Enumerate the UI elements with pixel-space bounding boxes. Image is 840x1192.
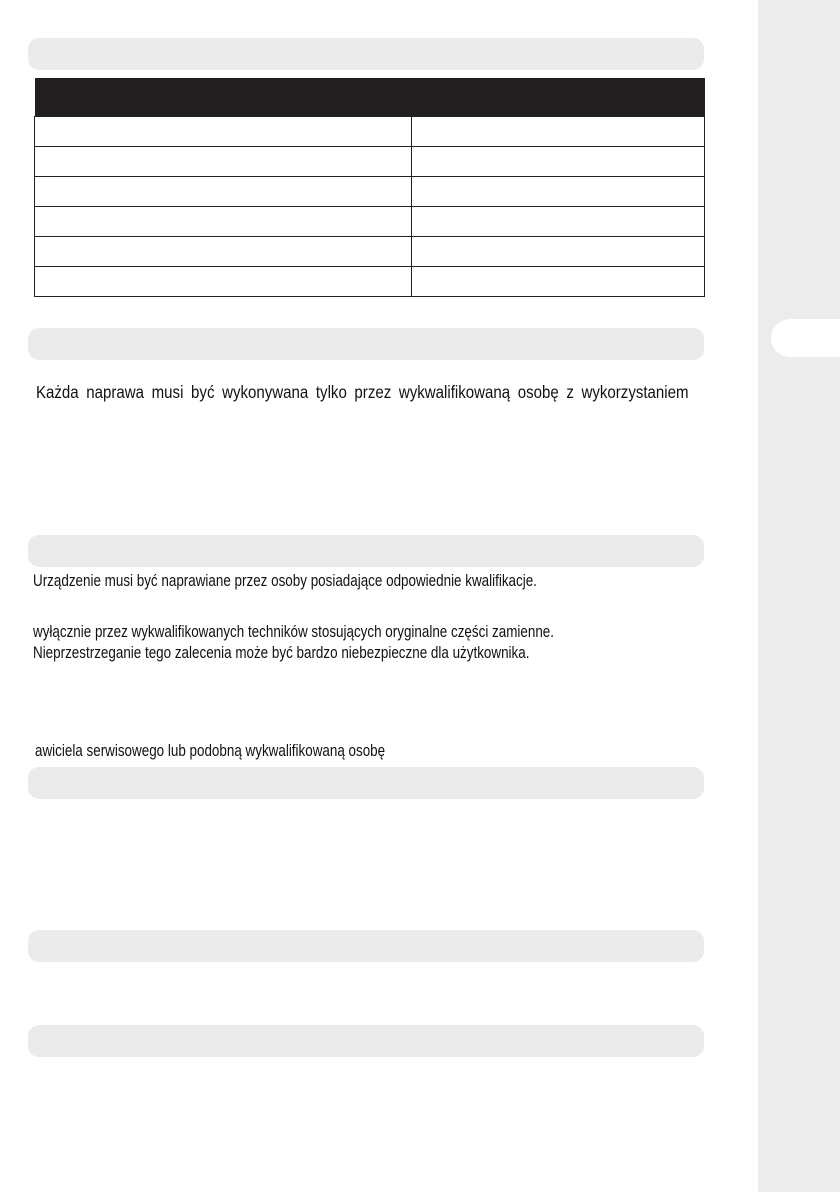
- repair-paragraph-line: Każda naprawa musi być wykonywana tylko przez wykwalifikowaną osobę z wykorzystaniem: [36, 382, 689, 402]
- table-cell: [35, 117, 412, 147]
- table-row: [35, 237, 705, 267]
- section-heading-6: [28, 1025, 704, 1057]
- spec-table: [34, 78, 705, 297]
- section-heading-repair: [28, 328, 704, 360]
- table-cell: [35, 207, 412, 237]
- section-heading-4: [28, 767, 704, 799]
- table-cell: [35, 237, 412, 267]
- table-cell: [412, 147, 705, 177]
- table-cell: [35, 267, 412, 297]
- table-cell: [35, 177, 412, 207]
- table-cell: [412, 237, 705, 267]
- table-row: [35, 207, 705, 237]
- table-cell: [412, 207, 705, 237]
- table-header-cell: [35, 78, 412, 117]
- table-cell: [35, 147, 412, 177]
- table-header-row: [35, 78, 705, 117]
- table-cell: [412, 117, 705, 147]
- table-cell: [412, 267, 705, 297]
- table-header-cell: [412, 78, 705, 117]
- side-tab: [771, 319, 840, 357]
- table-row: [35, 117, 705, 147]
- qualified-paragraph-line-3: Nieprzestrzeganie tego zalecenia może być bardzo niebezpieczne dla użytkownika.: [33, 643, 530, 662]
- section-heading-5: [28, 930, 704, 962]
- side-strip: [758, 0, 840, 1192]
- table-cell: [412, 177, 705, 207]
- qualified-paragraph-line-4: awiciela serwisowego lub podobną wykwalifikowaną osobę: [35, 741, 386, 760]
- section-heading-qualified-repair: [28, 535, 704, 567]
- table-row: [35, 267, 705, 297]
- section-heading-specs: [28, 38, 704, 70]
- table-row: [35, 177, 705, 207]
- qualified-paragraph-line-1: Urządzenie musi być naprawiane przez osoby posiadające odpowiednie kwalifikacje.: [33, 571, 537, 590]
- qualified-paragraph-line-2: wyłącznie przez wykwalifikowanych techników stosujących oryginalne części zamienne.: [33, 622, 555, 641]
- table-row: [35, 147, 705, 177]
